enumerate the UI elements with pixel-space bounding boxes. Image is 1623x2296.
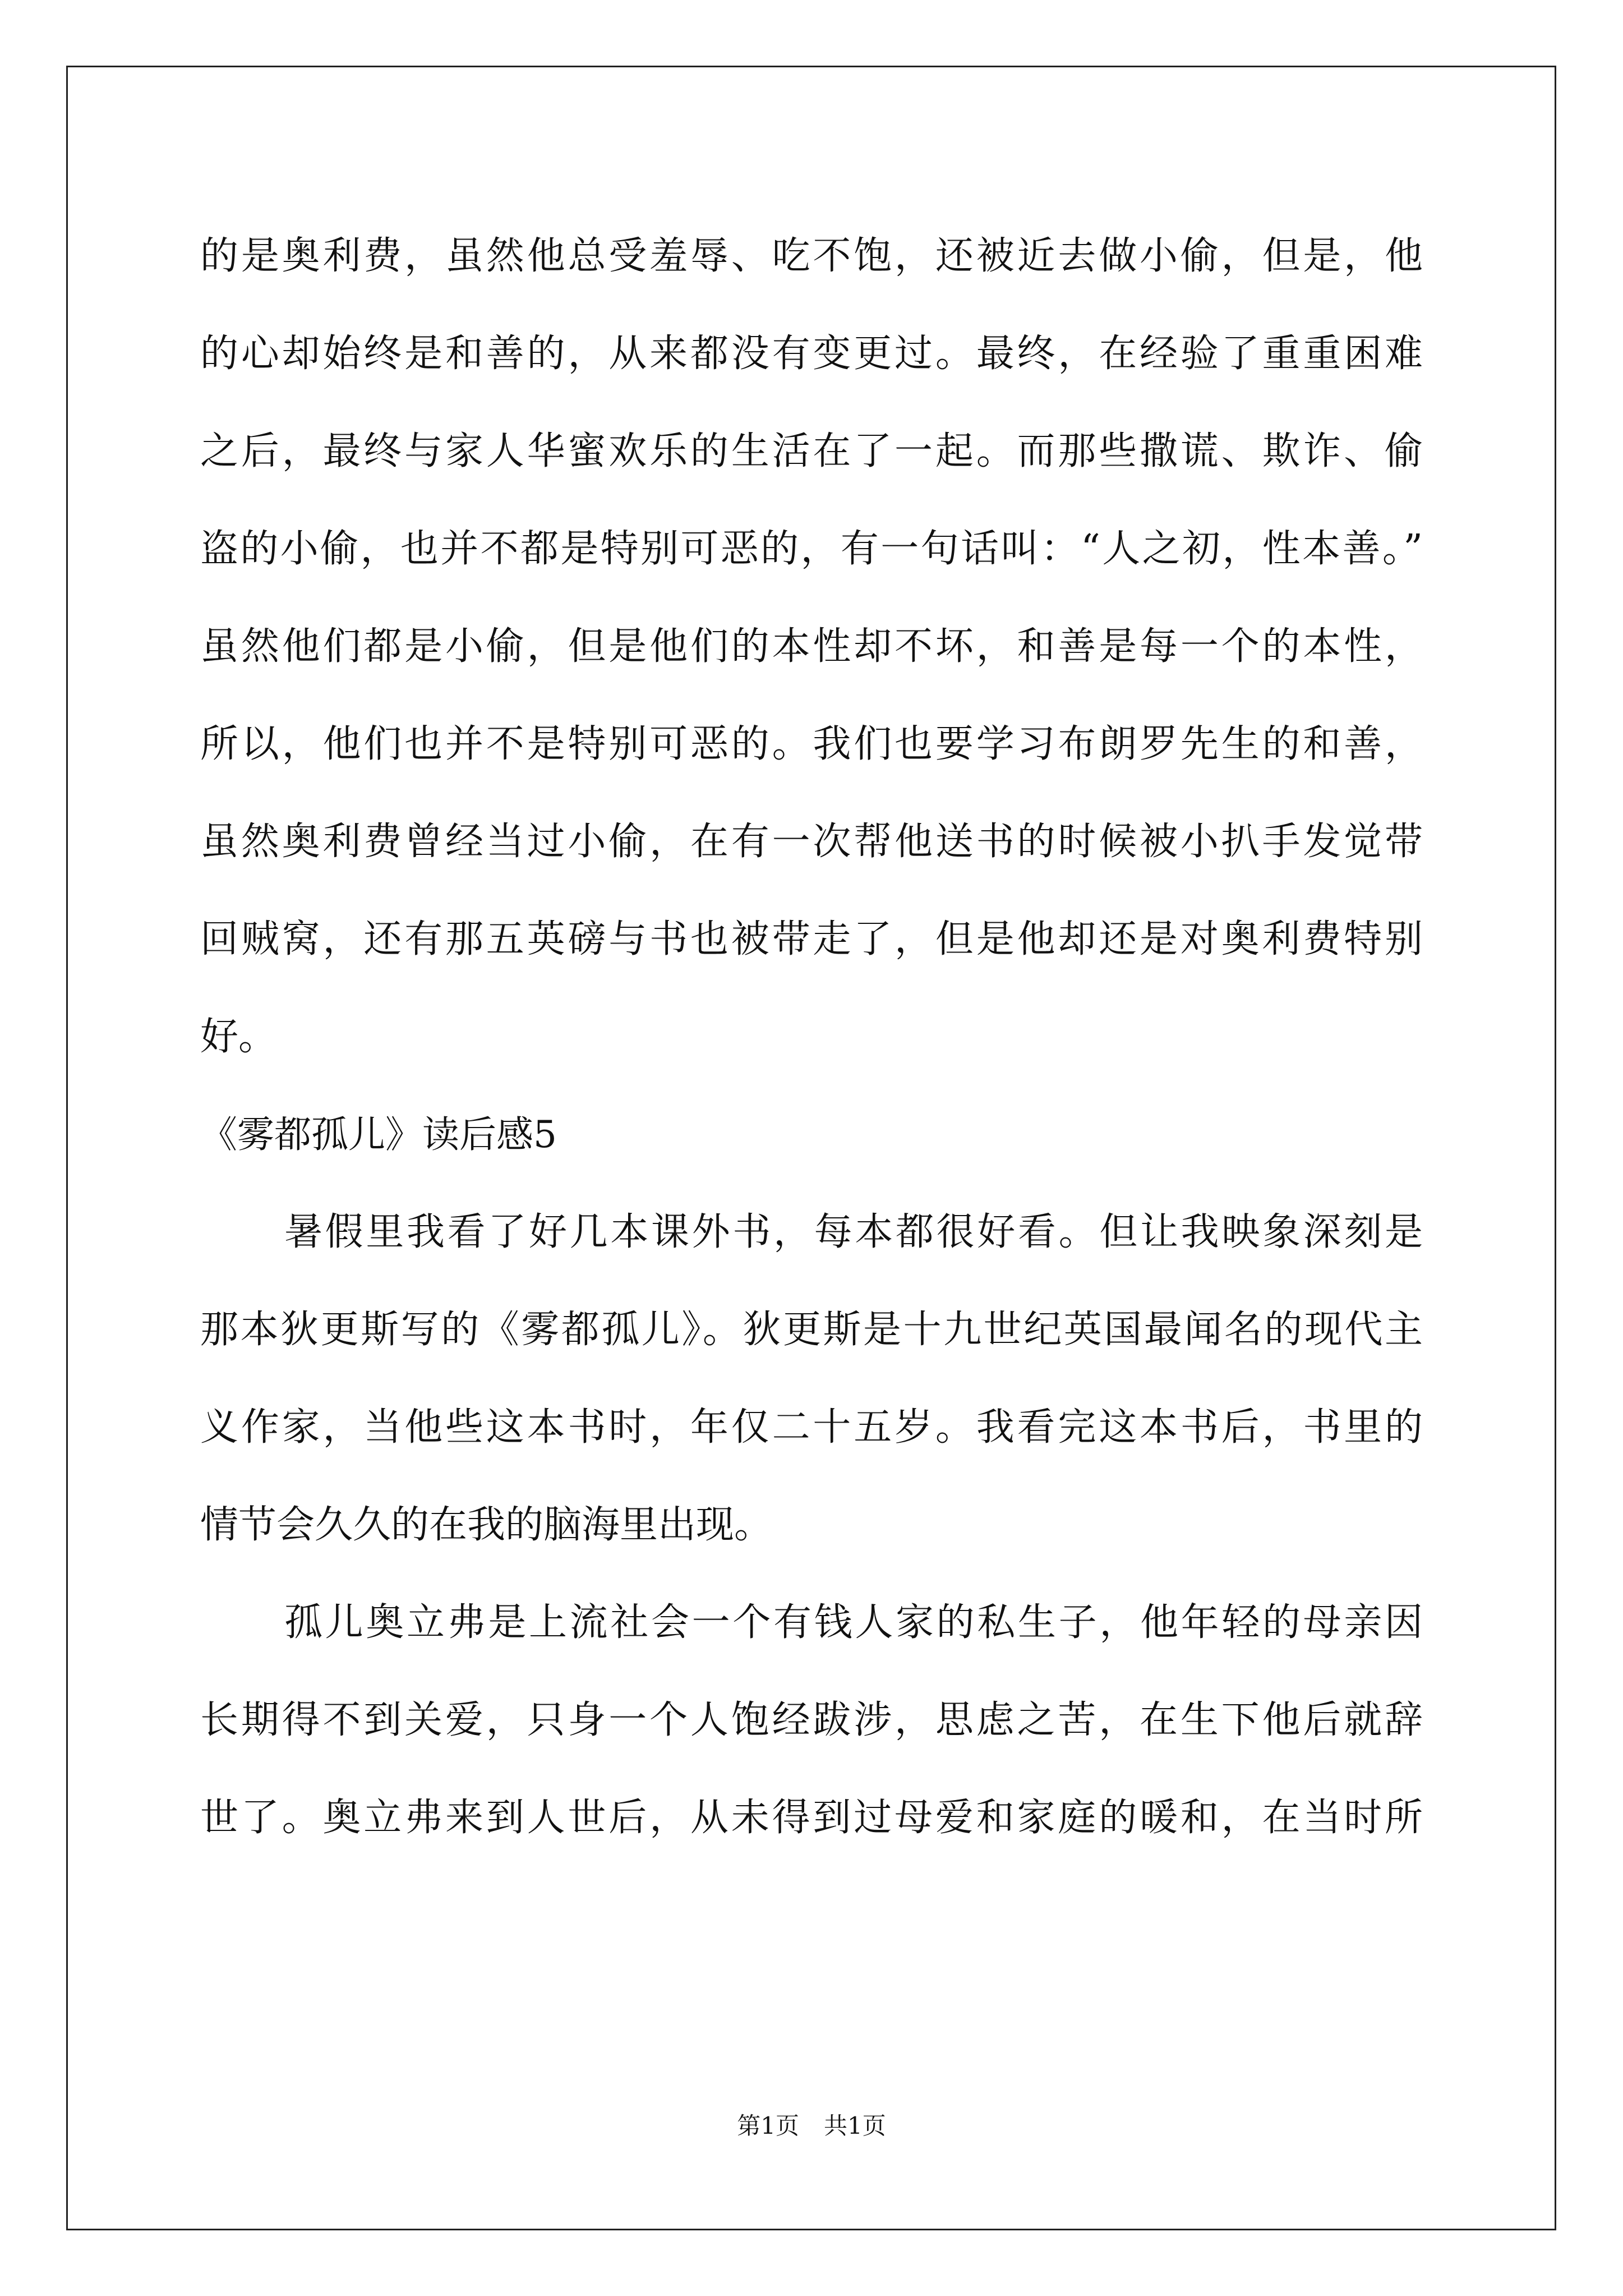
- text-line: 所以，他们也并不是特别可恶的。我们也要学习布朗罗先生的和善，: [200, 722, 1423, 766]
- text-line: 虽然奥利费曾经当过小偷，在有一次帮他送书的时候被小扒手发觉带: [200, 820, 1423, 864]
- text-line: 那本狄更斯写的《雾都孤儿》。狄更斯是十九世纪英国最闻名的现代主: [200, 1308, 1423, 1352]
- text-line: 暑假里我看了好几本课外书，每本都很好看。但让我映象深刻是: [284, 1210, 1423, 1254]
- text-line: 世了。奥立弗来到人世后，从未得到过母爱和家庭的暖和，在当时所: [200, 1796, 1423, 1840]
- text-line: 孤儿奥立弗是上流社会一个有钱人家的私生子，他年轻的母亲因: [284, 1600, 1423, 1645]
- text-line: 好。: [200, 1015, 277, 1059]
- text-line: 虽然他们都是小偷，但是他们的本性却不坏，和善是每一个的本性，: [200, 624, 1423, 669]
- text-line: 义作家，当他些这本书时，年仅二十五岁。我看完这本书后，书里的: [200, 1405, 1423, 1450]
- text-line: 回贼窝，还有那五英磅与书也被带走了，但是他却还是对奥利费特别: [200, 917, 1423, 961]
- text-line: 之后，最终与家人华蜜欢乐的生活在了一起。而那些撒谎、欺诈、偷: [200, 429, 1423, 473]
- text-line: 长期得不到关爱，只身一个人饱经跋涉，思虑之苦，在生下他后就辞: [200, 1698, 1423, 1742]
- text-line: 情节会久久的在我的脑海里出现。: [200, 1503, 773, 1547]
- text-line: 的心却始终是和善的，从来都没有变更过。最终，在经验了重重困难: [200, 332, 1423, 376]
- page-total: 共1页: [824, 2112, 886, 2139]
- page-footer: [0, 2109, 1623, 2143]
- text-line: 的是奥利费，虽然他总受羞辱、吃不饱，还被近去做小偷，但是，他: [200, 234, 1423, 278]
- page-number: 第1页: [737, 2112, 799, 2139]
- document-body: [200, 208, 1423, 1867]
- section-heading: 《雾都孤儿》读后感5: [200, 1113, 557, 1156]
- text-line: 盗的小偷，也并不都是特别可恶的，有一句话叫：“人之初，性本善。”: [200, 527, 1423, 571]
